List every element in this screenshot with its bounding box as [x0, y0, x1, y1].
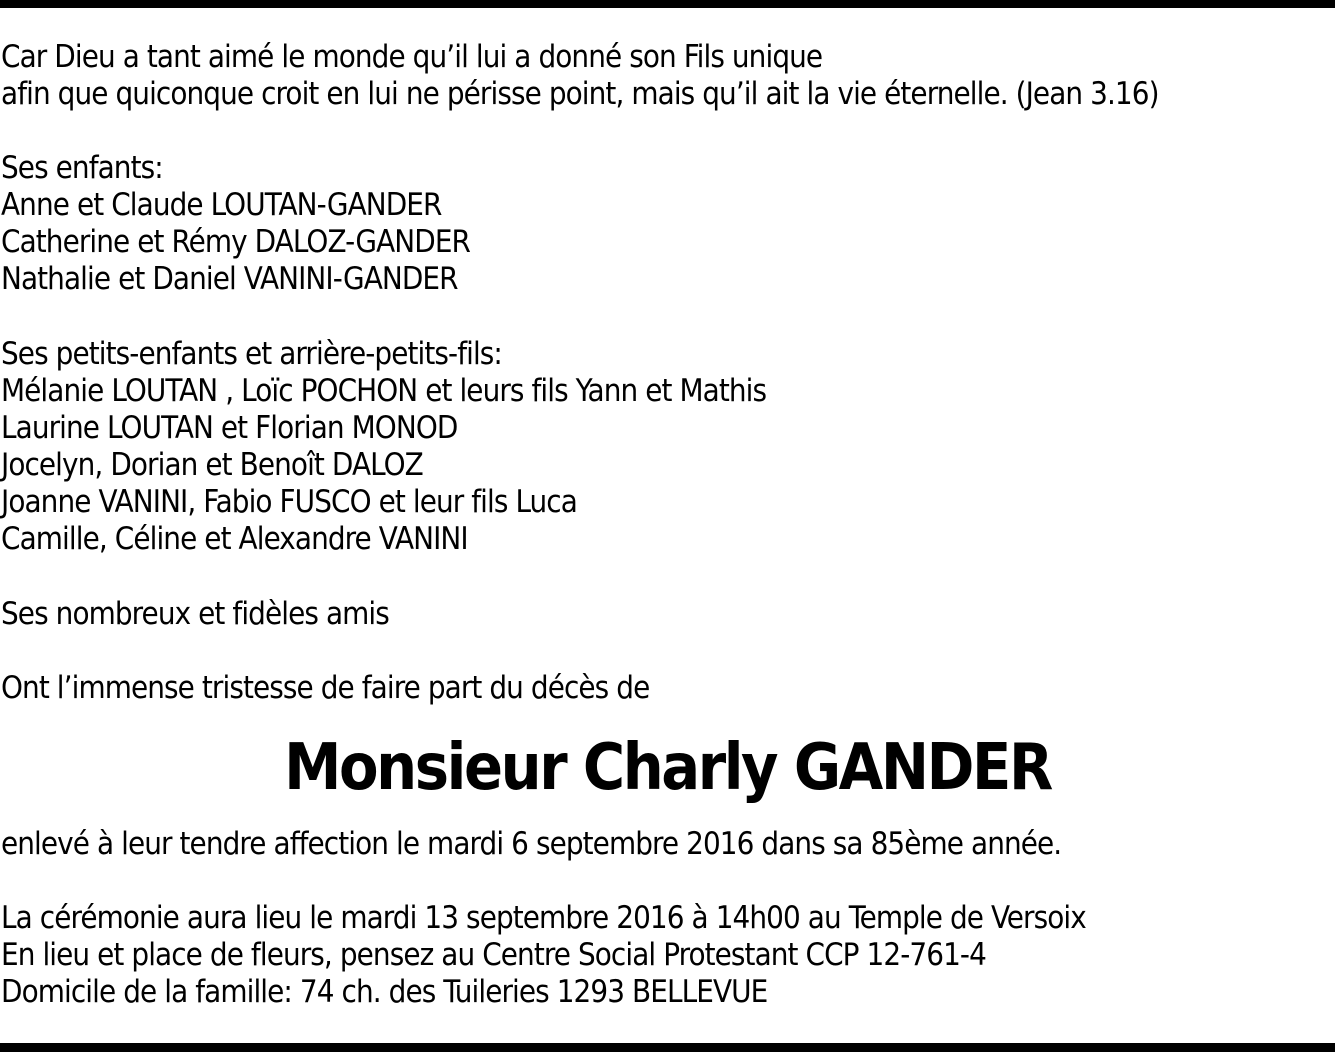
grandchildren-name: Joanne VANINI, Fabio FUSCO et leur fils Luca [1, 484, 577, 520]
verse-line: Car Dieu a tant aimé le monde qu’il lui a donné son Fils unique [1, 39, 823, 75]
children-name: Catherine et Rémy DALOZ-GANDER [1, 224, 471, 260]
top-border-rule [0, 0, 1335, 8]
grandchildren-name: Laurine LOUTAN et Florian MONOD [1, 410, 458, 446]
donation-line: En lieu et place de fleurs, pensez au Centre Social Protestant CCP 12-761-4 [1, 937, 986, 973]
children-heading: Ses enfants: [1, 150, 163, 186]
children-section [1, 150, 470, 298]
friends-line: Ses nombreux et fidèles amis [1, 596, 389, 632]
ceremony-line: La cérémonie aura lieu le mardi 13 septembre 2016 à 14h00 au Temple de Versoix [1, 900, 1086, 936]
home-address-line: Domicile de la famille: 74 ch. des Tuileries 1293 BELLEVUE [1, 974, 768, 1010]
grandchildren-name: Jocelyn, Dorian et Benoît DALOZ [1, 447, 423, 483]
death-notice: enlevé à leur tendre affection le mardi 6 septembre 2016 dans sa 85ème année. [1, 826, 1062, 862]
children-name: Anne et Claude LOUTAN-GANDER [1, 187, 442, 223]
ceremony-details [1, 900, 1086, 1011]
grandchildren-name: Mélanie LOUTAN , Loïc POCHON et leurs fils Yann et Mathis [1, 373, 767, 409]
bottom-border-rule [0, 1043, 1335, 1052]
grandchildren-heading: Ses petits-enfants et arrière-petits-fils: [1, 336, 502, 372]
children-name: Nathalie et Daniel VANINI-GANDER [1, 261, 458, 297]
verse-line: afin que quiconque croit en lui ne périsse point, mais qu’il ait la vie éternelle. (Jean 3.16) [1, 76, 1159, 112]
grandchildren-section [1, 336, 766, 558]
grandchildren-name: Camille, Céline et Alexandre VANINI [1, 521, 468, 557]
announcement-line: Ont l’immense tristesse de faire part du décès de [1, 670, 650, 706]
bible-verse [1, 39, 1159, 113]
deceased-name: Monsieur Charly GANDER [284, 731, 1051, 805]
